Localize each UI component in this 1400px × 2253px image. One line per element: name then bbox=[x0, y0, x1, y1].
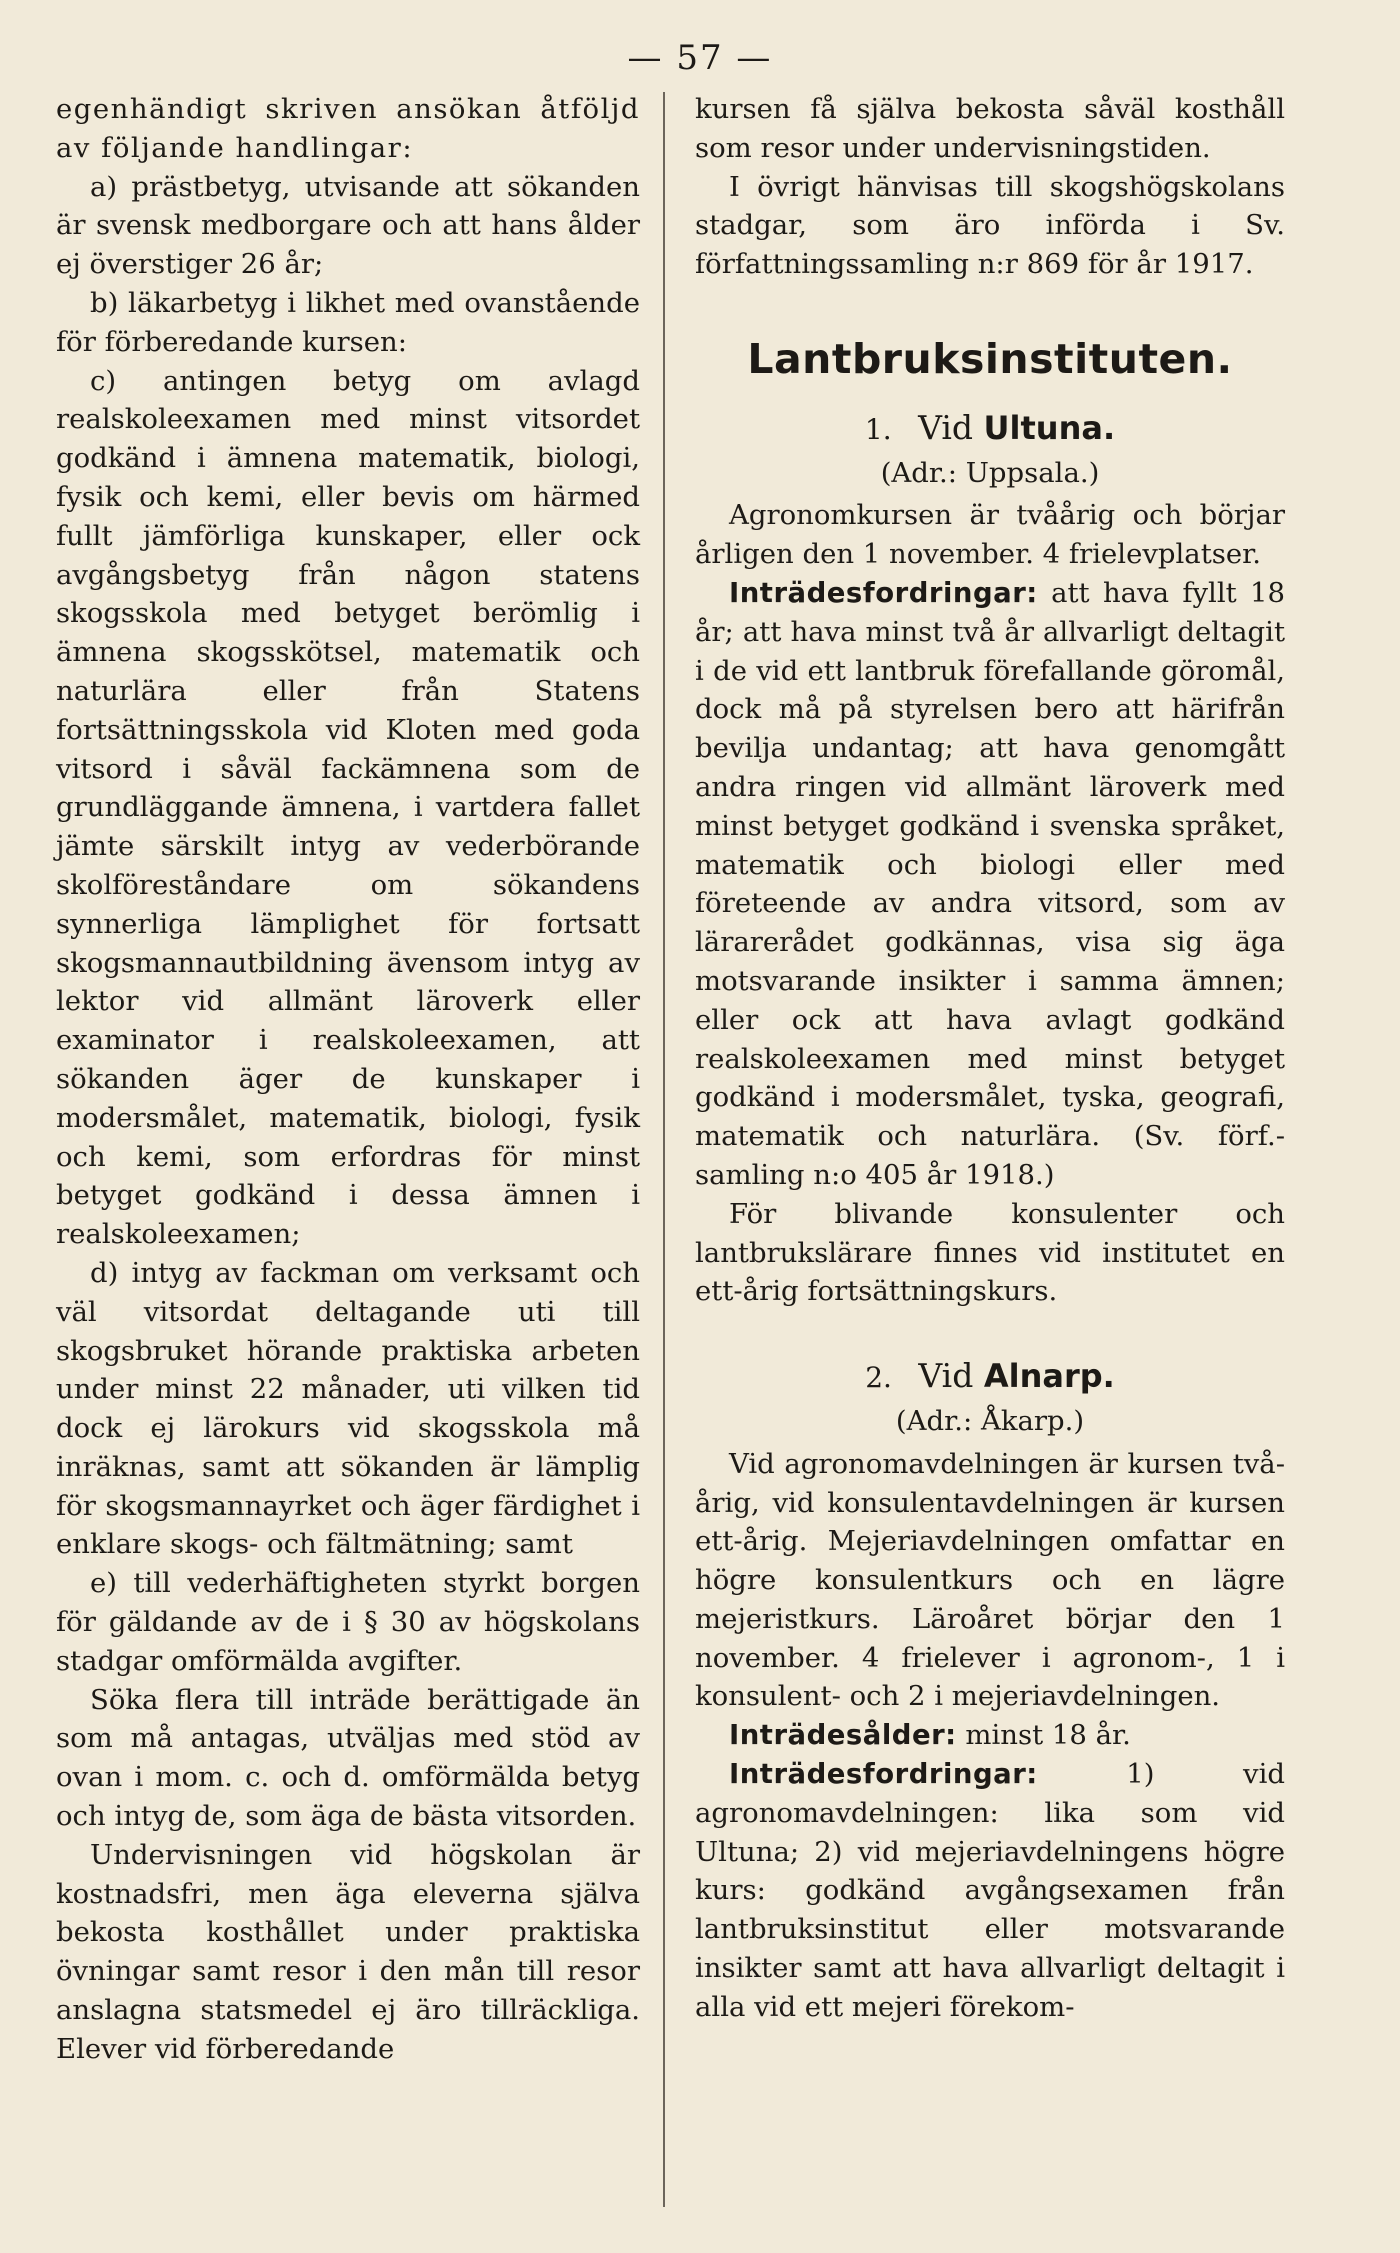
alnarp-requirements-text: 1) vid agronomavdelningen: lika som vid Ultuna; 2) vid mejeriavdelningens högre kurs: godkänd avgångsexamen från lantbruksinstitut eller motsvarande insikter samt att hava allvarligt deltagit i alla vid ett mejeri förekom- bbox=[695, 1758, 1285, 2023]
ultuna-requirements-label: Inträdesfordringar: bbox=[729, 576, 1038, 609]
alnarp-address: (Adr.: Åkarp.) bbox=[895, 1404, 1085, 1437]
item-d: d) intyg av fackman om verksamt och väl vitsordat deltagande uti till skogsbruket hörande praktiska arbeten under minst 22 månader, uti vilken tid dock ej lärokurs vid skogsskola må inräknas, samt att sökanden är lämplig för skogsmannayrket och äger färdighet i enklare skogs- och fältmätning; samt bbox=[56, 1256, 640, 1561]
alnarp-number: 2. bbox=[865, 1361, 892, 1395]
alnarp-requirements-label: Inträdesfordringar: bbox=[729, 1758, 1038, 1791]
ultuna-vid: Vid bbox=[918, 407, 974, 447]
statutes-paragraph: I övrigt hänvisas till skogshögskolans stadgar, som äro införda i Sv. författningssamling n:r 869 för år 1917. bbox=[695, 170, 1285, 281]
right-column bbox=[695, 90, 1285, 2027]
item-c: c) antingen betyg om avlagd realskoleexamen med minst vitsordet godkänd i ämnena matematik, biologi, fysik och kemi, eller bevis om härmed fullt jämförliga kunskaper, eller ock avgångsbetyg från någon statens skogsskola med betyget berömlig i ämnena skogsskötsel, matematik och naturlära eller från Statens fortsättningsskola vid Kloten med goda vitsord i såväl fackämnena som de grundläggande ämnena, i vartdera fallet jämte särskilt intyg av vederbörande skolföreståndare om sökandens synnerliga lämplighet för fortsatt skogsmannautbildning ävensom intyg av lektor vid allmänt läroverk eller examinator i realskoleexamen, att sökanden äger de kunskaper i modersmålet, matematik, biologi, fysik och kemi, som erfordras för minst betyget godkänd i dessa ämnen i realskoleexamen; bbox=[56, 364, 640, 1251]
ultuna-place: Ultuna. bbox=[983, 408, 1116, 447]
continuation-paragraph: kursen få själva bekosta såväl kosthåll som resor under undervisningstiden. bbox=[695, 93, 1285, 164]
ultuna-address: (Adr.: Uppsala.) bbox=[880, 456, 1100, 489]
item-b: b) läkarbetyg i likhet med ovanstående för förberedande kursen: bbox=[56, 286, 640, 358]
alnarp-requirements-paragraph bbox=[695, 1755, 1285, 2027]
alnarp-age-label: Inträdesålder: bbox=[729, 1719, 957, 1752]
column-divider bbox=[663, 92, 665, 2207]
section-heading: Lantbruksinstituten. bbox=[747, 334, 1233, 383]
alnarp-age-paragraph bbox=[695, 1716, 1285, 1755]
ultuna-course-paragraph: Agronomkursen är tvåårig och börjar årligen den 1 november. 4 frielevplatser. bbox=[695, 499, 1285, 571]
ultuna-subheading bbox=[695, 409, 1285, 450]
left-column bbox=[56, 90, 640, 2069]
alnarp-vid: Vid bbox=[918, 1356, 974, 1396]
ultuna-requirements-paragraph bbox=[695, 574, 1285, 1195]
ultuna-number: 1. bbox=[864, 412, 892, 446]
item-e: e) till vederhäftigheten styrkt borgen för gäldande av de i § 30 av högskolans stadgar omförmälda avgifter. bbox=[56, 1567, 640, 1677]
ultuna-consultants-paragraph: För blivande konsulenter och lantbrukslärare finnes vid institutet en ett-årig fortsättningskurs. bbox=[695, 1197, 1285, 1308]
alnarp-subheading bbox=[695, 1357, 1285, 1398]
section-gap bbox=[695, 1311, 1285, 1351]
page-number: — 57 — bbox=[627, 38, 773, 78]
alnarp-place: Alnarp. bbox=[983, 1357, 1115, 1396]
item-a: a) prästbetyg, utvisande att sökanden är svensk medborgare och att hans ålder ej överstiger 26 år; bbox=[56, 170, 640, 281]
selection-paragraph: Söka flera till inträde berättigade än som må antagas, utväljas med stöd av ovan i mom. c. och d. omförmälda betyg och intyg de, som äga de bästa vitsorden. bbox=[56, 1683, 640, 1833]
alnarp-course-paragraph: Vid agronomavdelningen är kursen två-årig, vid konsulentavdelningen är kursen ett-årig. Mejeriavdelningen omfattar en högre konsulentkurs och en lägre mejeristkurs. Läroåret börjar den 1 november. 4 frielever i agronom-, 1 i konsulent- och 2 i mejeriavdelningen. bbox=[695, 1447, 1285, 1713]
tuition-paragraph: Undervisningen vid högskolan är kostnadsfri, men äga eleverna själva bekosta kosthållet under praktiska övningar samt resor i den mån till resor anslagna statsmedel ej äro tillräckliga. Elever vid förberedande bbox=[56, 1838, 640, 2065]
alnarp-age-text: minst 18 år. bbox=[965, 1719, 1131, 1752]
ultuna-requirements-text: att hava fyllt 18 år; att hava minst två år allvarligt deltagit i de vid ett lantbruk förefallande göromål, dock må på styrelsen bero att härifrån bevilja undantag; att hava genomgått andra ringen vid allmänt läroverk med minst betyget godkänd i svenska språket, matematik och biologi eller med företeende av andra vitsord, som av lärarerådet godkännas, visa sig äga motsvarande insikter i samma ämnen; eller ock att hava avlagt godkänd realskoleexamen med minst betyget godkänd i modersmålet, tyska, geografi, matematik och naturlära. (Sv. förf.-samling n:o 405 år 1918.) bbox=[695, 576, 1285, 1191]
intro-paragraph: egenhändigt skriven ansökan åtföljd av följande handlingar: bbox=[56, 93, 640, 164]
